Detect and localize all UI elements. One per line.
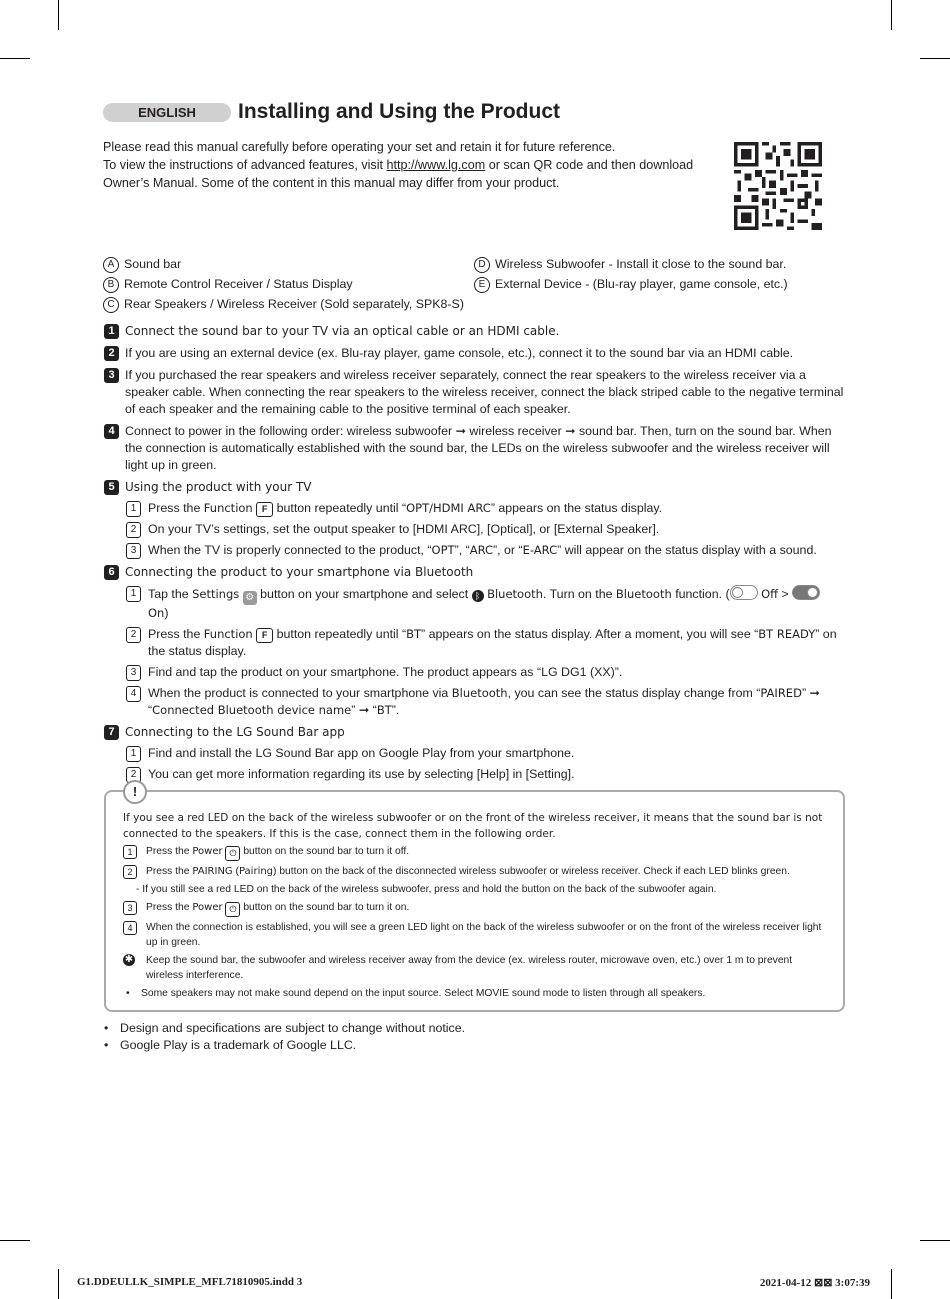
caution-item: [123, 844, 826, 861]
step-text: wireless receiver: [465, 424, 566, 438]
key-label: Pairing: [238, 866, 274, 877]
display-value: BT READY: [758, 627, 816, 641]
substep-number: 2: [126, 627, 141, 643]
footnotes: [104, 1020, 465, 1054]
print-slug-file: G1.DDEULLK_SIMPLE_MFL71810905.indd 3: [77, 1276, 303, 1288]
display-value: PAIRED: [760, 686, 802, 700]
step-4: [104, 423, 846, 474]
legend-letter: D: [474, 257, 490, 273]
substep-number: 4: [126, 686, 141, 702]
power-icon: ⏻: [225, 846, 240, 861]
step-number: 7: [104, 725, 119, 740]
step-text: You can get more information regarding its use by selecting [Help] in [Setting].: [148, 767, 575, 781]
crop-mark: [891, 1269, 892, 1299]
step-text: ” on the status display.: [148, 627, 837, 658]
power-icon: ⏻: [225, 902, 240, 917]
key-label: Power: [192, 846, 223, 857]
caution-item: [123, 920, 826, 950]
substep: [104, 500, 846, 517]
caution-icon: !: [123, 780, 147, 804]
step-text: If you purchased the rear speakers and wireless receiver separately, connect the rear speakers to the wireless receiver via a speaker cable. When connecting the rear speakers to the wireless receiver, connect the black striped cable to the negative terminal of each speaker and the remaining cable to the positive terminal of each speaker.: [125, 368, 844, 416]
step-heading: Connecting the product to your smartphone via Bluetooth: [125, 565, 474, 579]
crop-mark: [920, 58, 950, 59]
step-6: [104, 564, 846, 719]
step-heading: Connecting to the LG Sound Bar app: [125, 725, 345, 739]
intro-text: or scan QR code and then download: [485, 158, 694, 172]
substep: [104, 585, 846, 622]
toggle-on-icon: [792, 585, 820, 600]
step-text: function. (: [671, 587, 730, 601]
step-text: Press the: [148, 627, 204, 641]
key-label: Bluetooth: [487, 587, 543, 601]
lg-website-link[interactable]: http://www.lg.com: [386, 158, 486, 172]
bluetooth-icon: ᛒ: [472, 590, 484, 602]
key-label: Bluetooth: [615, 587, 672, 601]
key-label: Function: [203, 501, 253, 515]
caution-text: button on the sound bar to turn it on.: [240, 902, 410, 913]
step-number: 6: [104, 565, 119, 580]
intro-line: Please read this manual carefully before operating your set and retain it for future reference.: [103, 140, 616, 154]
legend-text: Rear Speakers / Wireless Receiver (Sold separately, SPK8-S): [124, 297, 464, 311]
step-text: Tap the: [148, 587, 193, 601]
key-label: Settings: [192, 587, 240, 601]
substep: [104, 521, 846, 538]
display-value: OPT/HDMI ARC: [406, 501, 491, 515]
display-value: BT: [376, 703, 392, 717]
caution-text: Press the: [146, 902, 193, 913]
substep: [104, 542, 846, 559]
step-text: Connect to power in the following order: wireless subwoofer: [125, 424, 456, 438]
step-text: >: [781, 587, 789, 601]
caution-item: [123, 900, 826, 917]
caution-lead: If you see a red LED on the back of the wireless subwoofer or on the front of the wireless receiver, it means that the sound bar is not connected to the speakers. If this is the case, connect them in the following order.: [123, 812, 823, 840]
caution-subnote: - If you still see a red LED on the back of the wireless subwoofer, press and hold the button on the back of the subwoofer again.: [136, 884, 717, 895]
legend-letter: B: [103, 277, 119, 293]
step-text: ” will appear on the status display with a sound.: [557, 543, 817, 557]
note-icon: ✱: [124, 954, 134, 965]
caution-text: When the connection is established, you will see a green LED light on the back of the wireless subwoofer or on the front of the wireless receiver light up in green.: [146, 922, 822, 948]
step-number: 1: [104, 324, 119, 339]
language-badge: ENGLISH: [103, 103, 231, 122]
intro-paragraph: [103, 138, 703, 192]
function-button-icon: F: [256, 628, 273, 643]
legend-column-right: [474, 255, 788, 295]
display-value: ARC: [469, 543, 494, 557]
step-number: 2: [104, 346, 119, 361]
step-heading: Using the product with your TV: [125, 480, 312, 494]
step-text: ”.: [391, 703, 400, 717]
footnote: • Design and specifications are subject to change without notice.: [104, 1020, 465, 1037]
step-text: Find and install the LG Sound Bar app on Google Play from your smartphone.: [148, 746, 575, 760]
legend-text: Sound bar: [124, 257, 182, 271]
legend-text: External Device - (Blu-ray player, game console, etc.): [495, 277, 788, 291]
substep-number: 1: [126, 501, 141, 517]
crop-mark: [0, 1240, 30, 1241]
substep: [104, 626, 846, 660]
intro-text: To view the instructions of advanced features, visit: [103, 158, 387, 172]
step-text: ”, “: [454, 543, 470, 557]
substep: [104, 664, 846, 681]
caution-item-number: 2: [123, 865, 137, 879]
display-value: BT: [406, 627, 422, 641]
legend-text: Remote Control Receiver / Status Display: [124, 277, 353, 291]
step-text: “: [148, 703, 153, 717]
step-text: Find and tap the product on your smartphone. The product appears as “LG DG1 (XX)”.: [148, 665, 623, 679]
toggle-off-icon: [730, 585, 758, 600]
step-text: When the product is connected to your smartphone via: [148, 686, 452, 700]
arrow-icon: ➞: [358, 703, 370, 717]
arrow-icon: ➞: [455, 424, 466, 438]
crop-mark: [0, 58, 30, 59]
toggle-state-label: Off: [761, 587, 779, 601]
step-text: Press the: [148, 501, 204, 515]
step-number: 3: [104, 368, 119, 383]
key-label: PAIRING: [192, 866, 233, 877]
qr-code: [734, 142, 822, 230]
step-text: On your TV’s settings, set the output speaker to [HDMI ARC], [Optical], or [External Speaker].: [148, 522, 660, 536]
caution-text: Press the: [146, 866, 193, 877]
caution-text: button on the sound bar to turn it off.: [240, 846, 410, 857]
substep-number: 1: [126, 586, 141, 602]
legend-column-left: [103, 255, 464, 315]
legend-item: [103, 255, 464, 275]
substep-number: 3: [126, 543, 141, 559]
substep: [104, 685, 846, 719]
step-5: [104, 479, 846, 559]
caution-text: ) button on the back of the disconnected wireless subwoofer or wireless receiver. Check if each LED blinks green.: [273, 866, 790, 877]
step-text: button on your smartphone and select: [256, 587, 472, 601]
caution-text: Keep the sound bar, the subwoofer and wireless receiver away from the device (ex. wireless router, microwave oven, etc.) over 1 m to prevent wireless interference.: [146, 955, 793, 981]
step-text: When the TV is properly connected to the product, “: [148, 543, 432, 557]
crop-mark: [891, 0, 892, 30]
instruction-steps: [104, 323, 846, 788]
key-label: Power: [192, 902, 223, 913]
substep-number: 2: [126, 522, 141, 538]
legend-letter: E: [474, 277, 490, 293]
caution-item: [123, 864, 826, 879]
arrow-icon: ➞: [565, 424, 576, 438]
step-2: [104, 345, 846, 362]
caution-item-number: 4: [123, 921, 137, 935]
crop-mark: [920, 1240, 950, 1241]
toggle-state-label: On: [148, 606, 165, 620]
legend-item: [474, 255, 788, 275]
legend-item: [474, 275, 788, 295]
footnote: • Google Play is a trademark of Google LLC.: [104, 1037, 465, 1054]
caution-text: (: [232, 866, 239, 877]
step-number: 5: [104, 480, 119, 495]
caution-bullet: • Some speakers may not make sound depend on the input source. Select MOVIE sound mode to listen through all speakers.: [123, 986, 826, 1001]
step-1: [104, 323, 846, 340]
substep-number: 3: [126, 665, 141, 681]
step-number: 4: [104, 424, 119, 439]
key-label: Function: [203, 627, 253, 641]
intro-line: [103, 156, 703, 174]
substep-number: 2: [126, 767, 141, 783]
page-title: Installing and Using the Product: [238, 100, 561, 123]
step-text: . Turn on the: [542, 587, 616, 601]
intro-line: Owner’s Manual. Some of the content in this manual may differ from your product.: [103, 176, 560, 190]
caution-item-number: 3: [123, 901, 137, 915]
step-text: ”: [801, 686, 810, 700]
step-text: , you can see the status display change from “: [507, 686, 761, 700]
caution-note: [123, 953, 826, 983]
settings-icon: ⚙: [243, 591, 257, 605]
legend-letter: C: [103, 297, 119, 313]
step-text: ”: [351, 703, 359, 717]
function-button-icon: F: [256, 502, 273, 517]
step-text: ): [164, 606, 169, 620]
step-text: “: [372, 703, 377, 717]
step-text: button repeatedly until “: [273, 501, 407, 515]
key-label: Bluetooth: [451, 686, 508, 700]
step-text: ” appears on the status display.: [490, 501, 663, 515]
caution-item-number: 1: [123, 845, 137, 859]
legend-item: [103, 295, 464, 315]
step-3: [104, 367, 846, 418]
display-value: OPT: [431, 543, 455, 557]
legend-letter: A: [103, 257, 119, 273]
step-text: Connect the sound bar to your TV via an optical cable or an HDMI cable.: [125, 324, 560, 338]
step-text: button repeatedly until “: [273, 627, 407, 641]
substep-number: 1: [126, 746, 141, 762]
caution-text: Press the: [146, 846, 193, 857]
caution-box: [104, 784, 845, 1012]
substep: [104, 766, 846, 783]
step-text: ” appears on the status display. After a moment, you will see “: [421, 627, 759, 641]
legend-item: [103, 275, 464, 295]
step-text: sound bar. Then, turn on the sound bar. When the connection is automatically established with the sound bar, the LEDs on the wireless subwoofer and the wireless receiver will light up in green.: [125, 424, 832, 472]
display-value: E-ARC: [522, 543, 558, 557]
legend-text: Wireless Subwoofer - Install it close to the sound bar.: [495, 257, 787, 271]
display-value: Connected Bluetooth device name: [152, 703, 352, 717]
step-text: ”, or “: [493, 543, 523, 557]
substep: [104, 745, 846, 762]
arrow-icon: ➞: [809, 686, 820, 700]
step-7: [104, 724, 846, 783]
print-slug-date: 2021-04-12 ⊠⊠ 3:07:39: [759, 1277, 870, 1289]
crop-mark: [58, 0, 59, 30]
crop-mark: [58, 1269, 59, 1299]
step-text: If you are using an external device (ex. Blu-ray player, game console, etc.), connect it to the sound bar via an HDMI cable.: [125, 346, 794, 360]
